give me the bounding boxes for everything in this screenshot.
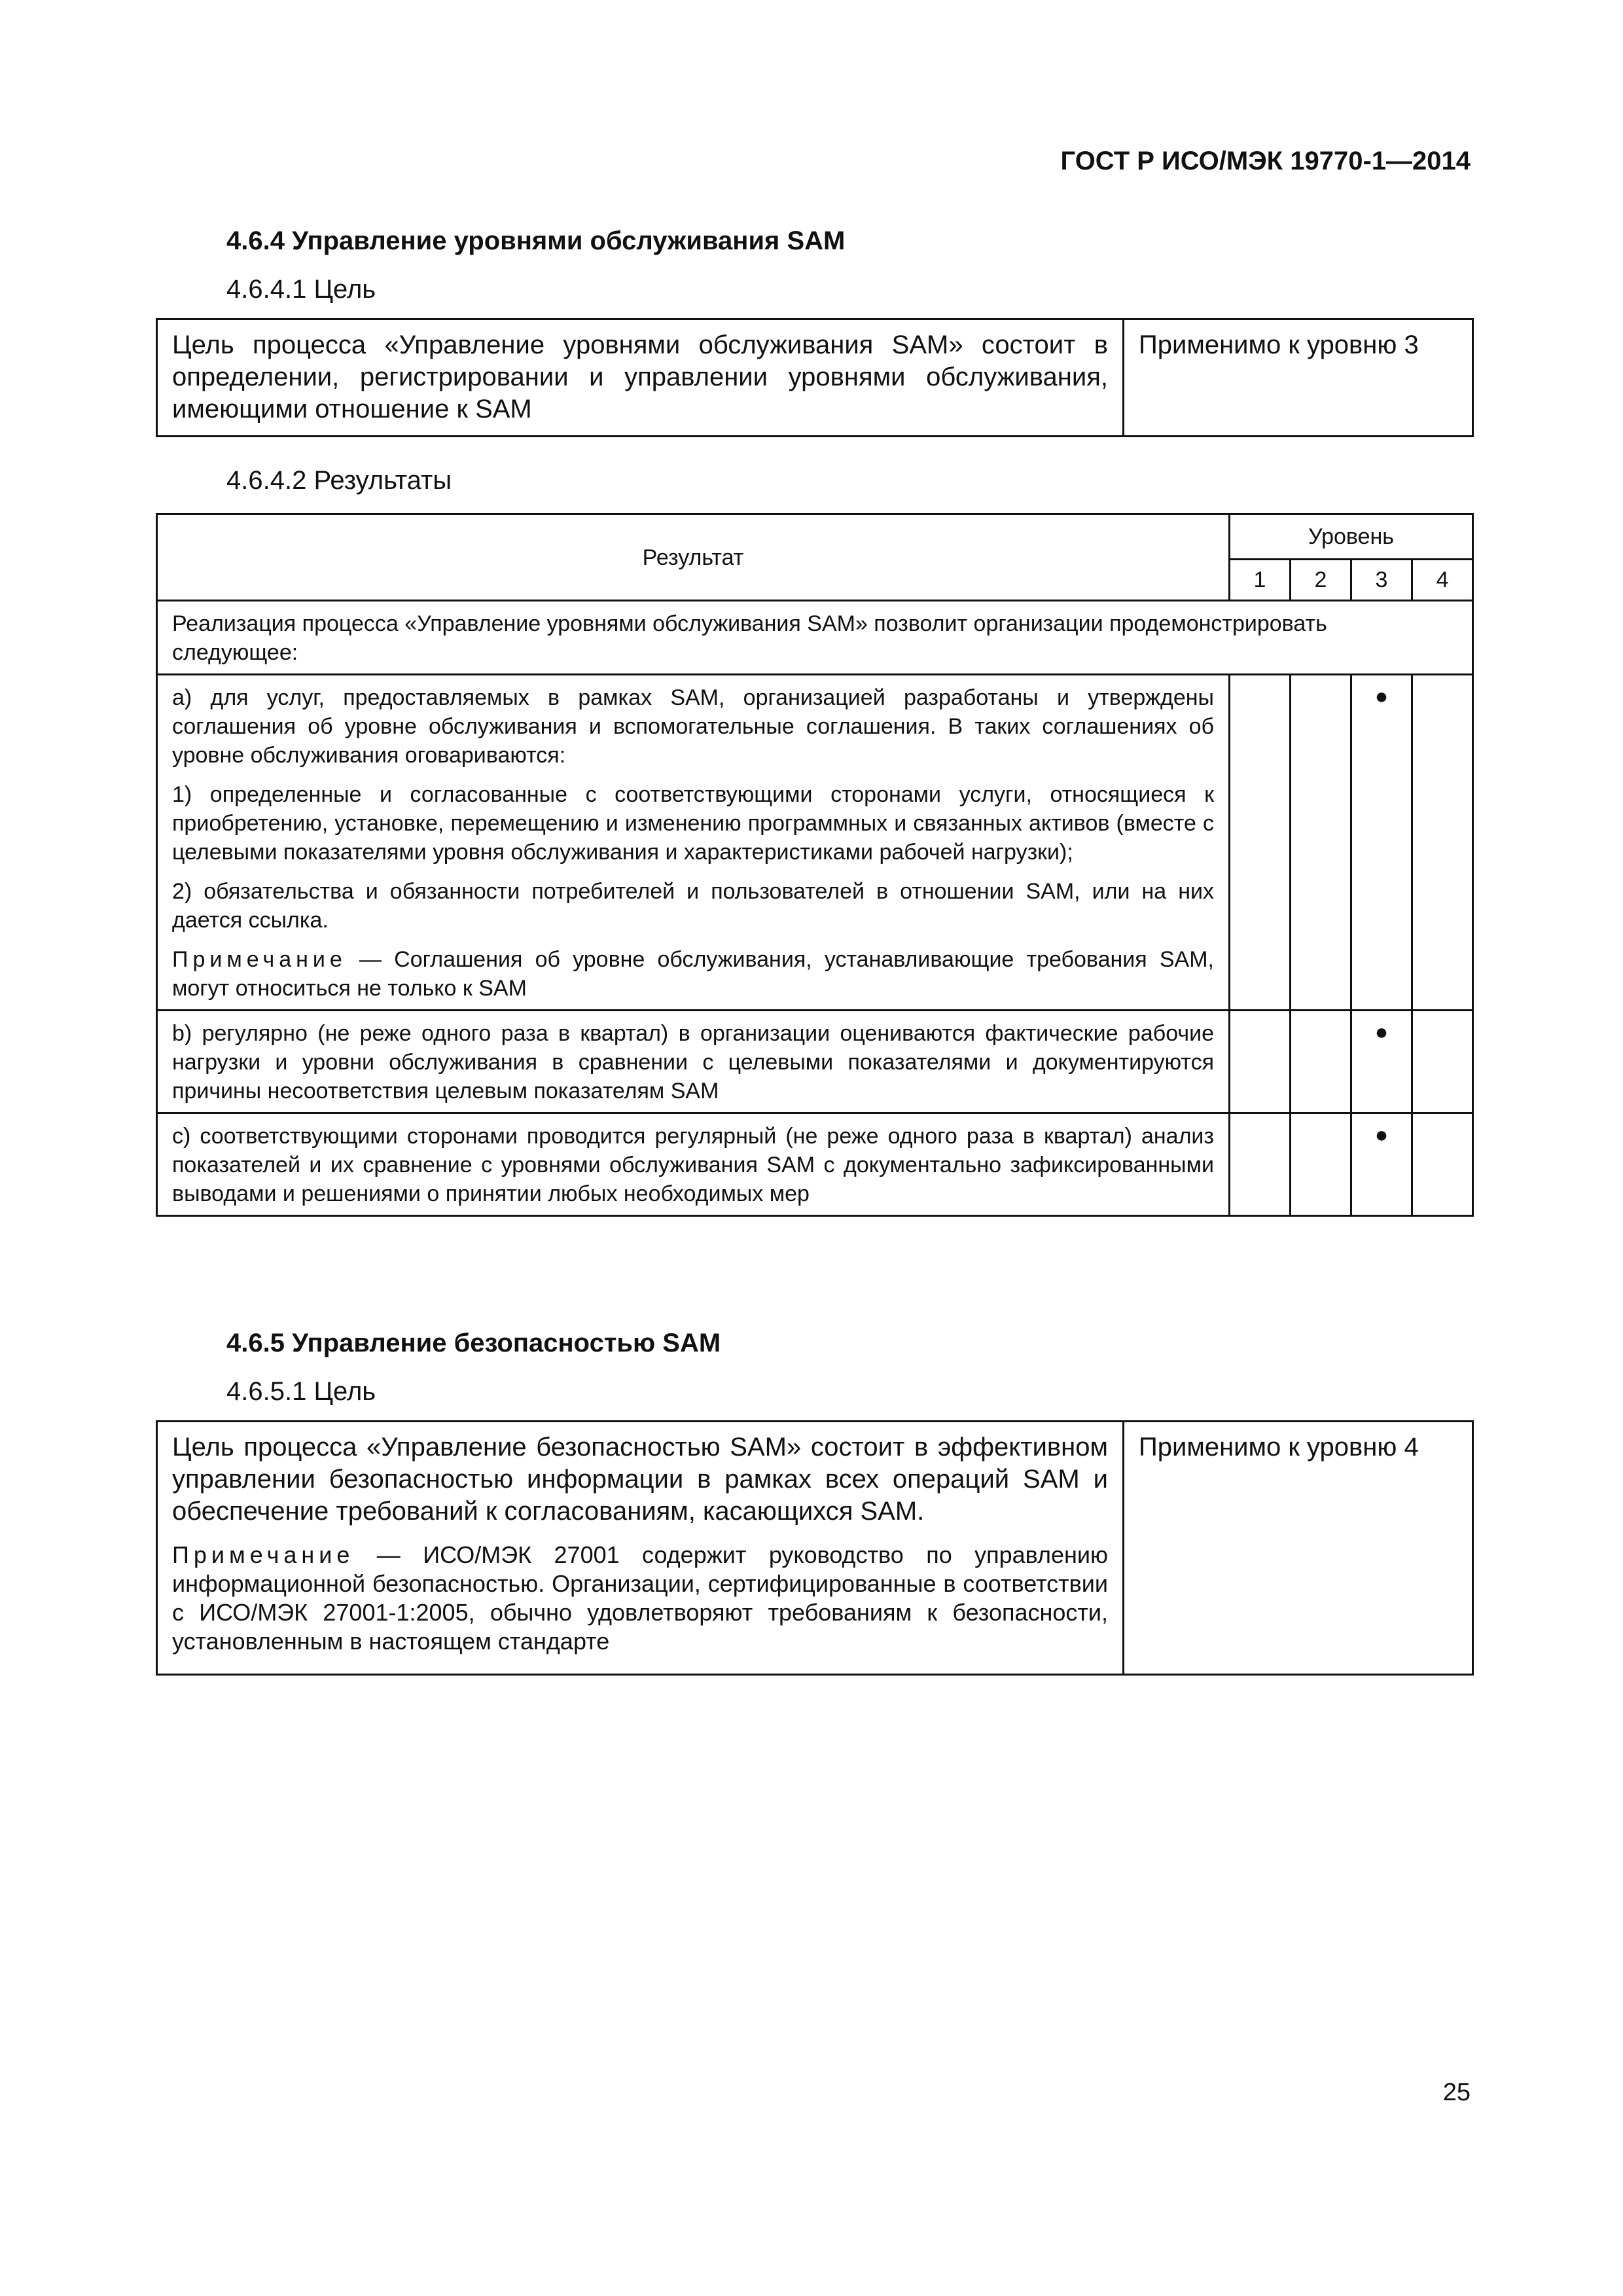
result-a-item-2: 2) обязательства и обязанности потребителей и пользователей в отношении SAM, или на них дается ссылка. bbox=[172, 879, 1214, 933]
page-number: 25 bbox=[1442, 2079, 1471, 2106]
table-row bbox=[157, 675, 1473, 1011]
result-a-cell bbox=[157, 675, 1230, 1011]
level-mark bbox=[1291, 1113, 1351, 1216]
note-text: — ИСО/МЭК 27001 содержит руководство по управлению информационной безопасностью. Организации, сертифицированные в соответствии с ИСО/МЭК 27001-1:2005, обычно удовлетворяют требованиям к безопасности, установленным в настоящем стандарте bbox=[172, 1541, 1108, 1655]
goal-text: Цель процесса «Управление уровнями обслуживания SAM» состоит в определении, регистрировании и управлении уровнями обслуживания, имеющими отношение к SAM bbox=[172, 331, 1108, 423]
result-b-cell: b) регулярно (не реже одного раза в квартал) в организации оцениваются фактические рабочие нагрузки и уровни обслуживания в сравнении с целевыми показателями и документируются причины несоответствия целевым показателям SAM bbox=[157, 1011, 1230, 1113]
results-table bbox=[156, 513, 1474, 1217]
level-mark bbox=[1412, 675, 1473, 1011]
goal-applicability-cell bbox=[1124, 319, 1473, 437]
level-mark bbox=[1412, 1011, 1473, 1113]
note-text: — Соглашения об уровне обслуживания, устанавливающие требования SAM, могут относиться не только к SAM bbox=[172, 947, 1214, 1001]
result-column-header: Результат bbox=[157, 514, 1230, 601]
goal-table-465 bbox=[156, 1420, 1474, 1676]
level-mark bbox=[1230, 1011, 1291, 1113]
note-label: Примечание bbox=[172, 947, 347, 972]
level-4-header: 4 bbox=[1412, 560, 1473, 601]
goal-applicability: Применимо к уровню 3 bbox=[1139, 331, 1419, 359]
table-row bbox=[157, 1113, 1473, 1216]
level-mark bbox=[1230, 675, 1291, 1011]
section-title-465: 4.6.5 Управление безопасностью SAM bbox=[226, 1329, 721, 1357]
results-heading-464: 4.6.4.2 Результаты bbox=[226, 466, 452, 495]
level-column-header: Уровень bbox=[1230, 514, 1473, 560]
goal-heading-465: 4.6.5.1 Цель bbox=[226, 1377, 376, 1406]
table-row bbox=[157, 1011, 1473, 1113]
goal-table-464 bbox=[156, 318, 1474, 437]
level-3-header: 3 bbox=[1351, 560, 1412, 601]
goal-heading-464: 4.6.4.1 Цель bbox=[226, 275, 376, 304]
level-mark bbox=[1291, 1011, 1351, 1113]
document-code: ГОСТ Р ИСО/МЭК 19770-1—2014 bbox=[1060, 147, 1471, 175]
note-label: Примечание bbox=[172, 1541, 355, 1568]
level-mark: ● bbox=[1351, 1113, 1412, 1216]
section-title-464: 4.6.4 Управление уровнями обслуживания SAM bbox=[226, 226, 846, 255]
result-c-cell: с) соответствующими сторонами проводится регулярный (не реже одного раза в квартал) анализ показателей и их сравнение с уровнями обслуживания SAM с документально зафиксированными выводами и решениями о принятии любых необходимых мер bbox=[157, 1113, 1230, 1216]
results-intro: Реализация процесса «Управление уровнями обслуживания SAM» позволит организации продемонстрировать следующее: bbox=[157, 601, 1473, 675]
goal-applicability-cell bbox=[1124, 1422, 1473, 1675]
goal-text: Цель процесса «Управление безопасностью SAM» состоит в эффективном управлении безопасностью информации в рамках всех операций SAM и обеспечение требований к согласованиям, касающихся SAM. bbox=[172, 1433, 1108, 1526]
level-mark: ● bbox=[1351, 1011, 1412, 1113]
goal-text-cell bbox=[157, 319, 1124, 437]
goal-note bbox=[172, 1541, 1108, 1656]
level-2-header: 2 bbox=[1291, 560, 1351, 601]
level-mark bbox=[1412, 1113, 1473, 1216]
result-a-item-1: 1) определенные и согласованные с соответствующими сторонами услуги, относящиеся к приобретению, установке, перемещению и изменению программных и связанных активов (вместе с целевыми показателями уровня обслуживания и характеристиками рабочей нагрузки); bbox=[172, 782, 1214, 865]
goal-text-cell bbox=[157, 1422, 1124, 1675]
goal-applicability: Применимо к уровню 4 bbox=[1139, 1433, 1419, 1462]
result-a-text: а) для услуг, предоставляемых в рамках SAM, организацией разработаны и утверждены соглашения об уровне обслуживания и вспомогательные соглашения. В таких соглашениях об уровне обслуживания оговариваются: bbox=[172, 685, 1214, 768]
result-a-note bbox=[172, 945, 1214, 1003]
level-mark bbox=[1230, 1113, 1291, 1216]
level-mark bbox=[1291, 675, 1351, 1011]
level-mark: ● bbox=[1351, 675, 1412, 1011]
level-1-header: 1 bbox=[1230, 560, 1291, 601]
